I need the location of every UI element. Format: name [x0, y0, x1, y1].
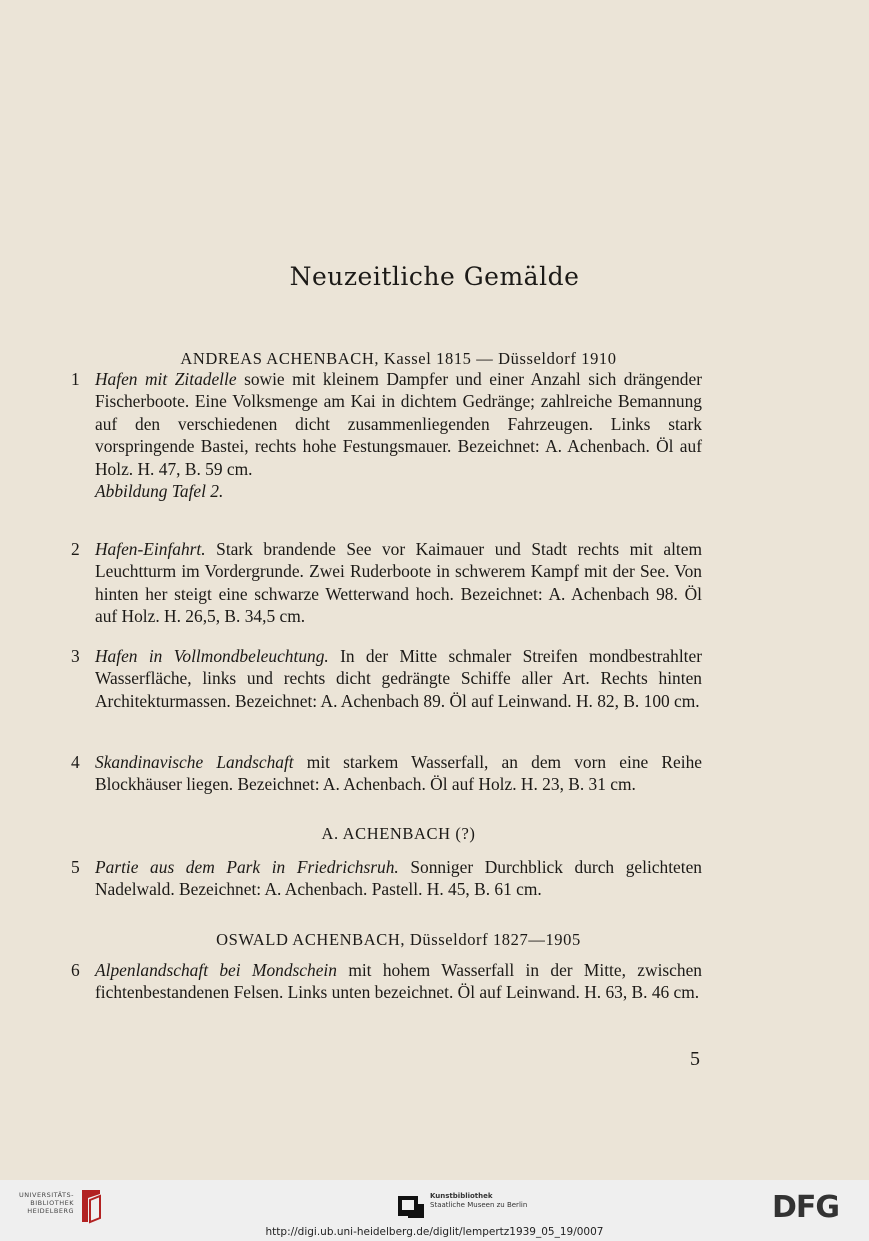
catalog-entry-4 [71, 751, 702, 796]
source-url[interactable]: http://digi.ub.uni-heidelberg.de/diglit/lempertz1939_05_19/0007 [265, 1226, 604, 1238]
dfg-logo: DFG [772, 1190, 840, 1225]
entry-number: 1 [71, 369, 80, 389]
kb-title: Kunstbibliothek [430, 1192, 493, 1200]
page-heading: Neuzeitliche Gemälde [289, 262, 580, 291]
entry-text: Stark brandende See vor Kaimauer und Stadt rechts mit altem Leuchtturm im Vordergrunde. Zwei Ruderboote in schwerem Kampf mit der See. Von hinten her steigt eine schwarze Wetterwand hoch. Bezeichnet: A. Achenbach 98. Öl auf Holz. H. 26,5, B. 34,5 cm. [95, 539, 702, 627]
page-number: 5 [690, 1048, 700, 1070]
uni-line-2: BIBLIOTHEK [30, 1199, 74, 1207]
entry-title: Skandinavische Landschaft [95, 752, 294, 772]
entry-number: 3 [71, 646, 80, 666]
university-library-name [12, 1191, 74, 1215]
entry-number: 5 [71, 857, 80, 877]
digitization-footer [0, 1180, 869, 1241]
entry-text: Sonniger Durchblick durch gelichteten Nadelwald. Bezeichnet: A. Achenbach. Pastell. H. 45, B. 61 cm. [95, 857, 702, 900]
entry-title: Alpenlandschaft bei Mondschein [95, 960, 337, 980]
catalog-entry-6 [71, 959, 703, 1004]
artist-heading-a-achenbach: A. ACHENBACH (?) [321, 824, 476, 843]
entry-note: Abbildung Tafel 2. [95, 481, 224, 502]
catalog-entry-2 [71, 538, 702, 628]
entry-number: 2 [71, 539, 80, 559]
entry-text: mit hohem Wasserfall in der Mitte, zwischen fichtenbestandenen Felsen. Links unten bezeichnet. Öl auf Leinwand. H. 63, B. 46 cm. [95, 960, 703, 1003]
kunstbibliothek-name [430, 1192, 527, 1210]
catalog-entry-1 [71, 368, 702, 502]
entry-title: Partie aus dem Park in Friedrichsruh. [95, 857, 399, 877]
uni-line-1: UNIVERSITÄTS- [19, 1191, 74, 1199]
entry-title: Hafen mit Zitadelle [95, 369, 237, 389]
entry-number: 6 [71, 960, 80, 980]
entry-title: Hafen in Vollmondbeleuchtung. [95, 646, 329, 666]
entry-text: In der Mitte schmaler Streifen mondbestrahlter Wasserfläche, links und rechts dicht gedrängte Schiffe aller Art. Rechts hinten Architekturmassen. Bezeichnet: A. Achenbach 89. Öl auf Leinwand. H. 82, B. 100 cm. [95, 646, 702, 711]
entry-text: sowie mit kleinem Dampfer und einer Anzahl sich drängender Fischerboote. Eine Volksmenge am Kai in dichtem Gedränge; zahlreiche Bemannung auf den verschiedenen dicht zusammenliegenden Fahrzeugen. Links stark vorspringende Bastei, rechts hohe Festungsmauer. Bezeichnet: A. Achenbach. Öl auf Holz. H. 47, B. 59 cm. [95, 369, 702, 479]
catalog-entry-5 [71, 856, 702, 901]
catalog-entry-3 [71, 645, 702, 712]
university-logo-icon [78, 1188, 104, 1224]
kb-subtitle: Staatliche Museen zu Berlin [430, 1201, 528, 1209]
artist-heading-andreas-achenbach: ANDREAS ACHENBACH, Kassel 1815 — Düsseldorf 1910 [180, 349, 617, 368]
entry-number: 4 [71, 752, 80, 772]
artist-heading-oswald-achenbach: OSWALD ACHENBACH, Düsseldorf 1827—1905 [216, 930, 581, 949]
kunstbibliothek-logo-icon [396, 1190, 426, 1220]
uni-line-3: HEIDELBERG [27, 1207, 74, 1215]
entry-text: mit starkem Wasserfall, an dem vorn eine Reihe Blockhäuser liegen. Bezeichnet: A. Achenbach. Öl auf Holz. H. 23, B. 31 cm. [95, 752, 702, 795]
entry-title: Hafen-Einfahrt. [95, 539, 206, 559]
